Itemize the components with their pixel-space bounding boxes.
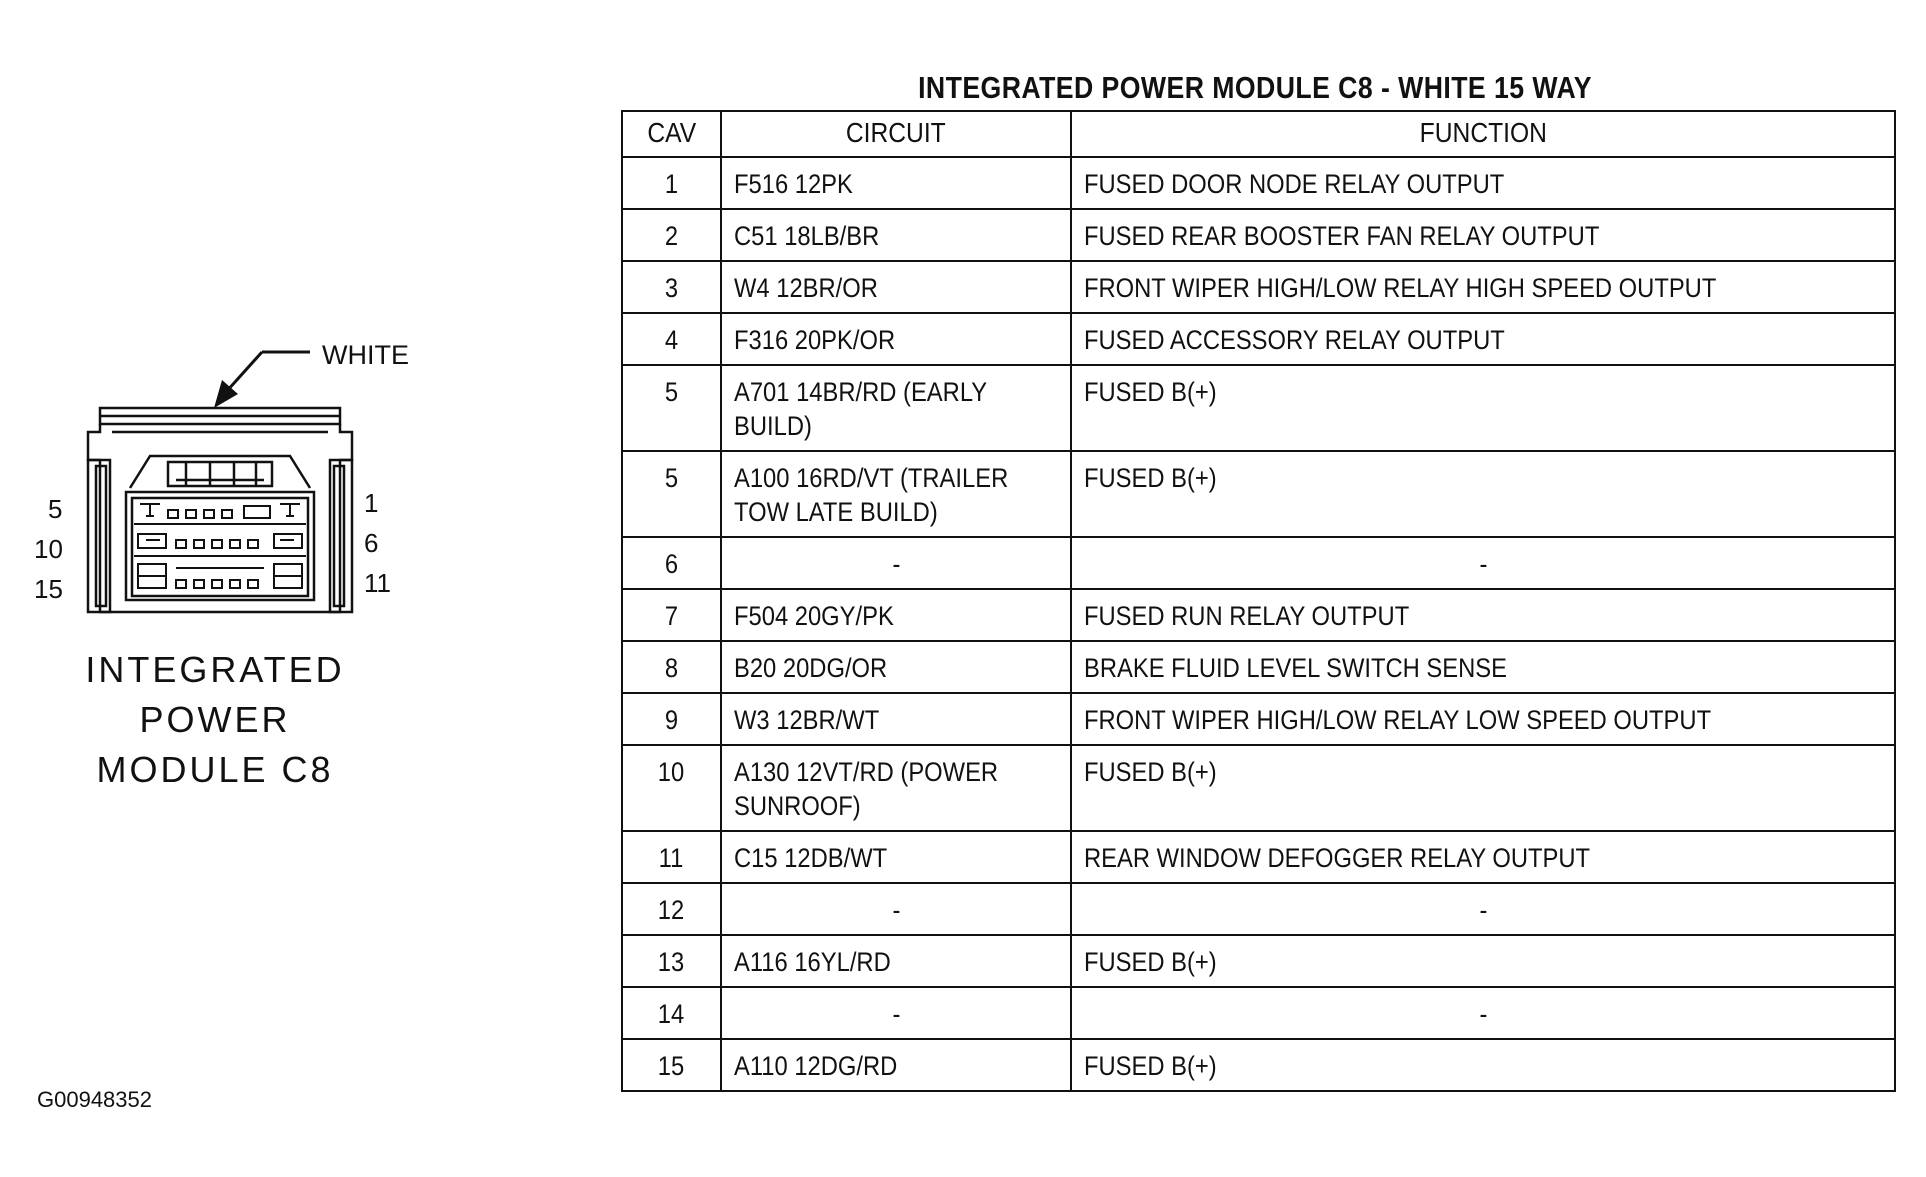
cell-circuit: A701 14BR/RD (EARLY BUILD) xyxy=(721,365,1071,451)
cell-circuit: W4 12BR/OR xyxy=(721,261,1071,313)
header-cav: CAV xyxy=(622,111,721,157)
table-row xyxy=(622,831,1895,883)
cell-circuit: A130 12VT/RD (POWER SUNROOF) xyxy=(721,745,1071,831)
cell-function: FUSED B(+) xyxy=(1071,365,1895,451)
pin-label-right-1: 1 xyxy=(364,488,379,518)
pin-label-left-1: 5 xyxy=(48,494,63,524)
cell-cav: 5 xyxy=(622,365,721,451)
cell-function: FUSED B(+) xyxy=(1071,1039,1895,1091)
figure-id: G00948352 xyxy=(37,1087,152,1112)
cell-cav: 12 xyxy=(622,883,721,935)
table-row xyxy=(622,537,1895,589)
table-row xyxy=(622,209,1895,261)
cell-function: FRONT WIPER HIGH/LOW RELAY HIGH SPEED OUTPUT xyxy=(1071,261,1895,313)
cell-cav: 9 xyxy=(622,693,721,745)
cell-function: BRAKE FLUID LEVEL SWITCH SENSE xyxy=(1071,641,1895,693)
cell-circuit: - xyxy=(721,987,1071,1039)
cell-circuit: A110 12DG/RD xyxy=(721,1039,1071,1091)
cell-function: - xyxy=(1071,883,1895,935)
cell-cav: 8 xyxy=(622,641,721,693)
cell-function: FRONT WIPER HIGH/LOW RELAY LOW SPEED OUTPUT xyxy=(1071,693,1895,745)
connector-diagram xyxy=(0,0,620,1177)
cell-function: FUSED ACCESSORY RELAY OUTPUT xyxy=(1071,313,1895,365)
cell-function: FUSED B(+) xyxy=(1071,935,1895,987)
cell-cav: 3 xyxy=(622,261,721,313)
cell-cav: 13 xyxy=(622,935,721,987)
table-row xyxy=(622,589,1895,641)
connector-caption xyxy=(40,645,390,795)
cell-circuit: - xyxy=(721,883,1071,935)
pin-cavities xyxy=(134,504,306,588)
table-row xyxy=(622,987,1895,1039)
table-title: INTEGRATED POWER MODULE C8 - WHITE 15 WAY xyxy=(918,70,1592,105)
cell-function: FUSED RUN RELAY OUTPUT xyxy=(1071,589,1895,641)
table-header-row xyxy=(622,111,1895,157)
cell-function: FUSED B(+) xyxy=(1071,745,1895,831)
table-row xyxy=(622,745,1895,831)
caption-line-2: POWER xyxy=(139,699,291,740)
cell-cav: 14 xyxy=(622,987,721,1039)
table-row xyxy=(622,313,1895,365)
pin-label-left-3: 15 xyxy=(34,574,63,604)
cell-circuit: - xyxy=(721,537,1071,589)
white-leader-arrow xyxy=(226,352,310,392)
cell-circuit: F504 20GY/PK xyxy=(721,589,1071,641)
cell-function: REAR WINDOW DEFOGGER RELAY OUTPUT xyxy=(1071,831,1895,883)
caption-line-3: MODULE C8 xyxy=(96,749,334,790)
cell-cav: 15 xyxy=(622,1039,721,1091)
table-row xyxy=(622,693,1895,745)
pin-label-right-3: 11 xyxy=(364,568,391,598)
cell-circuit: F316 20PK/OR xyxy=(721,313,1071,365)
table-row xyxy=(622,1039,1895,1091)
table-row xyxy=(622,935,1895,987)
cell-cav: 1 xyxy=(622,157,721,209)
cell-cav: 5 xyxy=(622,451,721,537)
header-function: FUNCTION xyxy=(1071,111,1895,157)
table-row xyxy=(622,451,1895,537)
cell-cav: 6 xyxy=(622,537,721,589)
table-row xyxy=(622,883,1895,935)
caption-line-1: INTEGRATED xyxy=(85,649,345,690)
cell-cav: 10 xyxy=(622,745,721,831)
pinout-table xyxy=(621,110,1896,1092)
cell-circuit: A116 16YL/RD xyxy=(721,935,1071,987)
cell-function: - xyxy=(1071,987,1895,1039)
pin-label-left-2: 10 xyxy=(34,534,63,564)
cell-function: FUSED DOOR NODE RELAY OUTPUT xyxy=(1071,157,1895,209)
cell-function: FUSED REAR BOOSTER FAN RELAY OUTPUT xyxy=(1071,209,1895,261)
connector-body xyxy=(88,408,352,612)
cell-cav: 2 xyxy=(622,209,721,261)
cell-circuit: A100 16RD/VT (TRAILER TOW LATE BUILD) xyxy=(721,451,1071,537)
table-row xyxy=(622,641,1895,693)
table-row xyxy=(622,157,1895,209)
cell-circuit: F516 12PK xyxy=(721,157,1071,209)
cell-circuit: W3 12BR/WT xyxy=(721,693,1071,745)
cell-cav: 4 xyxy=(622,313,721,365)
cell-function: FUSED B(+) xyxy=(1071,451,1895,537)
cell-function: - xyxy=(1071,537,1895,589)
cell-cav: 11 xyxy=(622,831,721,883)
pin-label-right-2: 6 xyxy=(364,528,379,558)
table-row xyxy=(622,365,1895,451)
cell-cav: 7 xyxy=(622,589,721,641)
cell-circuit: C51 18LB/BR xyxy=(721,209,1071,261)
cell-circuit: C15 12DB/WT xyxy=(721,831,1071,883)
color-label: WHITE xyxy=(322,340,409,370)
table-row xyxy=(622,261,1895,313)
header-circuit: CIRCUIT xyxy=(721,111,1071,157)
cell-circuit: B20 20DG/OR xyxy=(721,641,1071,693)
